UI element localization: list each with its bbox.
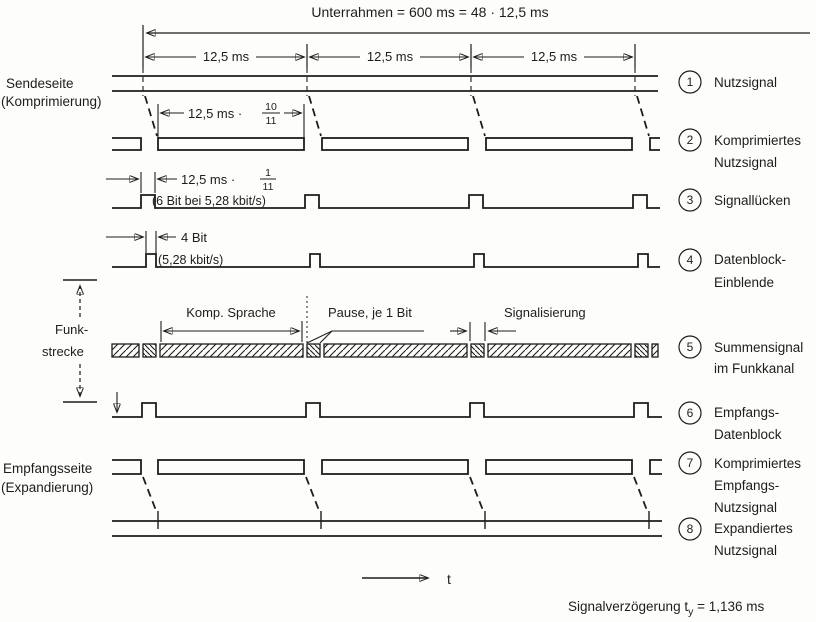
legend-item-5 (679, 336, 803, 376)
radio-link-line2: strecke (42, 344, 84, 359)
sender-side-label (1, 76, 102, 109)
speech-label: Komp. Sprache (186, 305, 276, 320)
signal-delay-note (568, 599, 764, 618)
signal-label-3: Signallücken (714, 193, 791, 208)
signal-label-2b: Nutzsignal (714, 155, 778, 170)
legend-item-3 (679, 189, 791, 211)
signal-label-7b: Empfangs- (714, 478, 780, 493)
signalling-label: Signalisierung (504, 305, 586, 320)
signal-label-4b: Einblende (714, 275, 775, 290)
signal-label-5a: Summensignal (714, 340, 804, 355)
frame-label-2: 12,5 ms (366, 49, 414, 64)
signal-label-7a: Komprimiertes (714, 456, 802, 471)
signal-label-6a: Empfangs- (714, 405, 780, 420)
waveform-nutzsignal (112, 76, 658, 91)
datablock-dimension (106, 230, 223, 267)
signal-label-7c: Nutzsignal (714, 500, 778, 515)
frame-dimensions (143, 44, 635, 96)
sender-label-line1: Sendeseite (6, 76, 74, 91)
gap-dim-text: 12,5 ms · (181, 172, 236, 187)
receiver-label-line1: Empfangsseite (3, 461, 93, 476)
signal-number-6: 6 (686, 406, 694, 420)
compressed-dim-text: 12,5 ms · (188, 106, 243, 121)
signal-label-6b: Datenblock (714, 427, 782, 442)
signal-delay-text: Signalverzögerung $t_y = 1,136$ ms (568, 599, 765, 618)
signal-number-5: 5 (686, 340, 694, 354)
gap-dim-numerator: 1 (265, 167, 271, 179)
waveform-summensignal (112, 296, 658, 357)
radio-channel-band (112, 344, 658, 357)
sender-label-line2: (Komprimierung) (1, 94, 102, 109)
channel-annotations (161, 296, 586, 343)
receiver-label-line2: (Expandierung) (1, 480, 94, 495)
gap-dim-denominator: 11 (262, 181, 274, 193)
signal-number-4: 4 (686, 253, 694, 267)
radio-link-line1: Funk- (55, 322, 89, 337)
waveform-expandiertes-nutzsignal (112, 521, 662, 536)
frame-label-3: 12,5 ms (530, 49, 578, 64)
legend-item-6 (679, 402, 782, 442)
unterrahmen-title: Unterrahmen = 600 ms = 48 · 12,5 ms (311, 4, 549, 20)
waveform-komprimiertes-empfangssignal (112, 460, 662, 529)
time-axis-label: t (447, 571, 451, 587)
signal-number-3: 3 (686, 193, 694, 207)
signal-label-2a: Komprimiertes (714, 133, 802, 148)
legend-item-2 (679, 129, 801, 170)
compressed-dim-numerator: 10 (265, 101, 277, 113)
signal-number-2: 2 (686, 133, 694, 147)
signal-label-4a: Datenblock- (714, 252, 787, 267)
time-axis (362, 571, 451, 587)
radio-link-label (42, 280, 97, 402)
signal-number-8: 8 (686, 522, 694, 536)
waveform-komprimiertes-nutzsignal (112, 96, 660, 150)
datablock-dim-label: 4 Bit (181, 230, 208, 245)
signal-label-1: Nutzsignal (714, 75, 778, 90)
legend-item-1 (679, 71, 777, 93)
gap-dimension (106, 167, 276, 208)
signal-label-5b: im Funkkanal (714, 361, 795, 376)
waveform-datenblock-einblende (106, 230, 660, 267)
gap-bit-note: (6 Bit bei 5,28 kbit/s) (152, 194, 266, 208)
signal-label-8b: Nutzsignal (714, 543, 778, 558)
frame-label-1: 12,5 ms (202, 49, 250, 64)
datablock-rate-note: (5,28 kbit/s) (158, 253, 224, 267)
signal-number-1: 1 (686, 75, 694, 89)
signal-label-8a: Expandiertes (714, 521, 793, 536)
waveform-signalluecken (106, 167, 660, 208)
waveform-empfangs-datenblock (112, 392, 662, 417)
legend-item-8 (679, 518, 793, 558)
legend-item-7 (679, 452, 801, 515)
signal-legend (679, 71, 803, 558)
compressed-dim-denominator: 11 (265, 115, 277, 127)
receiver-side-label (1, 461, 93, 495)
compressed-frame-dimension (158, 101, 304, 138)
pause-label: Pause, je 1 Bit (328, 305, 412, 320)
signal-number-7: 7 (686, 456, 694, 470)
legend-item-4 (679, 249, 786, 290)
